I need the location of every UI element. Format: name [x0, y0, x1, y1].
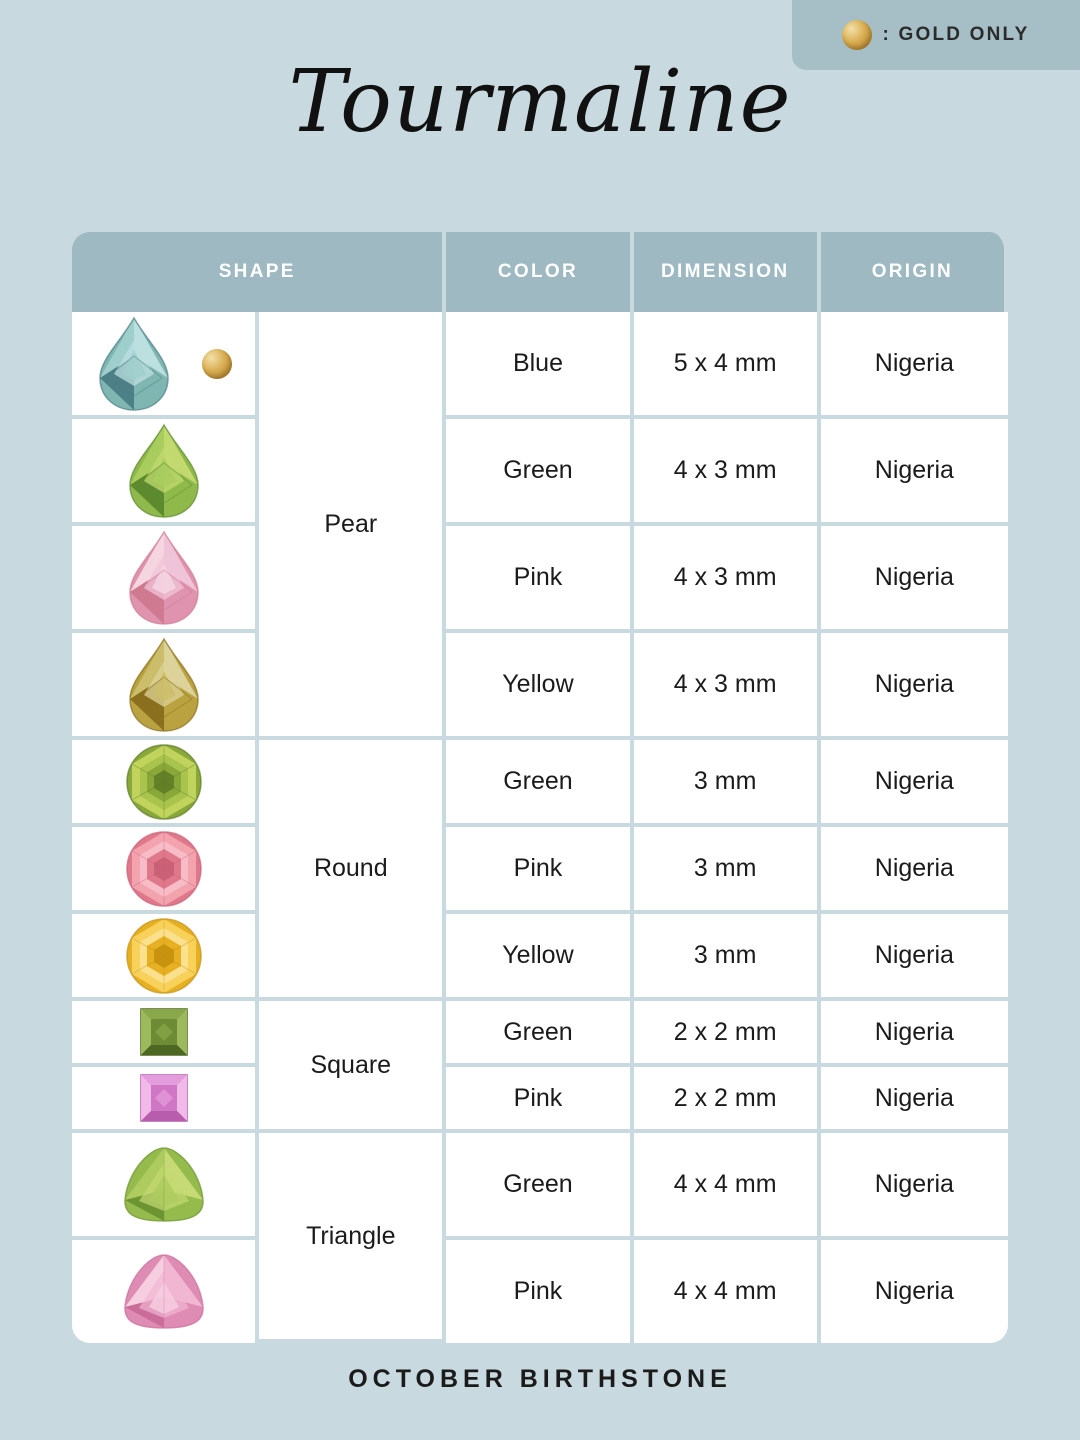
gem-dimension-cell: 4 x 3 mm: [634, 526, 821, 633]
gem-color-cell: Green: [446, 1001, 633, 1067]
gemstone-table: [72, 232, 1008, 1343]
gem-dimension-cell: 3 mm: [634, 740, 821, 827]
gem-image-cell: [72, 1133, 259, 1240]
gem-image-cell: [72, 914, 259, 1001]
table-row: [72, 914, 1008, 1001]
gem-image-cell: [72, 827, 259, 914]
gem-dimension-cell: 4 x 4 mm: [634, 1240, 821, 1343]
gem-image-cell: [72, 419, 259, 526]
table-row: [72, 312, 1008, 419]
gem-dimension-cell: 4 x 3 mm: [634, 419, 821, 526]
gem-holder: [72, 633, 255, 736]
gem-color-cell: Yellow: [446, 914, 633, 1001]
gem-color-cell: Pink: [446, 827, 633, 914]
gem-image-cell: [72, 526, 259, 633]
gem-origin-cell: Nigeria: [821, 914, 1008, 1001]
table-row: [72, 419, 1008, 526]
gold-only-label: : GOLD ONLY: [882, 24, 1030, 45]
round-pink-gem: [124, 829, 204, 909]
column-header-shape: SHAPE: [72, 232, 446, 312]
gem-color-cell: Pink: [446, 526, 633, 633]
column-header-dimension: DIMENSION: [634, 232, 821, 312]
table-row: [72, 1240, 1008, 1343]
gem-holder: [72, 740, 255, 823]
footer-caption: OCTOBER BIRTHSTONE: [348, 1365, 732, 1393]
pear-yellow-gem: [126, 637, 202, 733]
gem-dimension-cell: 3 mm: [634, 914, 821, 1001]
round-yellow-gem: [124, 916, 204, 996]
table-row: [72, 827, 1008, 914]
gem-holder: [72, 827, 255, 910]
gem-origin-cell: Nigeria: [821, 1133, 1008, 1240]
gem-color-cell: Green: [446, 419, 633, 526]
gem-dimension-cell: 3 mm: [634, 827, 821, 914]
gem-origin-cell: Nigeria: [821, 419, 1008, 526]
square-pink-gem: [139, 1073, 189, 1123]
shape-label-cell: Round: [259, 740, 446, 1001]
shape-label-cell: Pear: [259, 312, 446, 740]
pear-blue-gem: [96, 316, 172, 412]
gem-dimension-cell: 2 x 2 mm: [634, 1001, 821, 1067]
gem-image-cell: [72, 1240, 259, 1343]
triangle-green-gem: [121, 1145, 207, 1225]
table-row: [72, 740, 1008, 827]
table-header: [72, 232, 1008, 312]
gem-image-cell: [72, 1001, 259, 1067]
gem-color-cell: Blue: [446, 312, 633, 419]
gem-image-cell: [72, 740, 259, 827]
pear-pink-gem: [126, 530, 202, 626]
gem-color-cell: Pink: [446, 1240, 633, 1343]
gem-origin-cell: Nigeria: [821, 1001, 1008, 1067]
gem-holder: [72, 419, 255, 522]
gem-dimension-cell: 4 x 3 mm: [634, 633, 821, 740]
table-row: [72, 1067, 1008, 1133]
gem-image-cell: [72, 1067, 259, 1133]
page-title: Tourmaline: [288, 52, 792, 152]
triangle-pink-gem: [121, 1252, 207, 1332]
column-header-origin: ORIGIN: [821, 232, 1008, 312]
gem-origin-cell: Nigeria: [821, 1240, 1008, 1343]
gem-origin-cell: Nigeria: [821, 526, 1008, 633]
gem-holder: [72, 1133, 255, 1236]
gemstone-table-container: [72, 232, 1008, 1343]
gem-dimension-cell: 5 x 4 mm: [634, 312, 821, 419]
gem-image-cell: [72, 312, 259, 419]
gem-dimension-cell: 2 x 2 mm: [634, 1067, 821, 1133]
gem-dimension-cell: 4 x 4 mm: [634, 1133, 821, 1240]
gem-holder: [72, 1067, 255, 1129]
gem-origin-cell: Nigeria: [821, 633, 1008, 740]
gem-color-cell: Green: [446, 740, 633, 827]
gem-origin-cell: Nigeria: [821, 827, 1008, 914]
gem-origin-cell: Nigeria: [821, 1067, 1008, 1133]
gem-image-cell: [72, 633, 259, 740]
round-green-gem: [124, 742, 204, 822]
table-row: [72, 633, 1008, 740]
gem-color-cell: Green: [446, 1133, 633, 1240]
table-row: [72, 1001, 1008, 1067]
gem-holder: [72, 1240, 255, 1343]
gem-origin-cell: Nigeria: [821, 740, 1008, 827]
table-row: [72, 526, 1008, 633]
table-header-row: [72, 232, 1008, 312]
gem-holder: [72, 1001, 255, 1063]
column-header-color: COLOR: [446, 232, 633, 312]
gem-color-cell: Yellow: [446, 633, 633, 740]
shape-label-cell: Square: [259, 1001, 446, 1133]
table-body: [72, 312, 1008, 1343]
shape-label-cell: Triangle: [259, 1133, 446, 1343]
table-row: [72, 1133, 1008, 1240]
square-green-gem: [139, 1007, 189, 1057]
gold-dot-icon: [202, 349, 232, 379]
gem-holder: [72, 914, 255, 997]
gem-holder: [72, 526, 255, 629]
pear-green-gem: [126, 423, 202, 519]
gold-dot-icon: [842, 20, 872, 50]
gem-color-cell: Pink: [446, 1067, 633, 1133]
gem-holder: [72, 312, 255, 415]
gem-origin-cell: Nigeria: [821, 312, 1008, 419]
